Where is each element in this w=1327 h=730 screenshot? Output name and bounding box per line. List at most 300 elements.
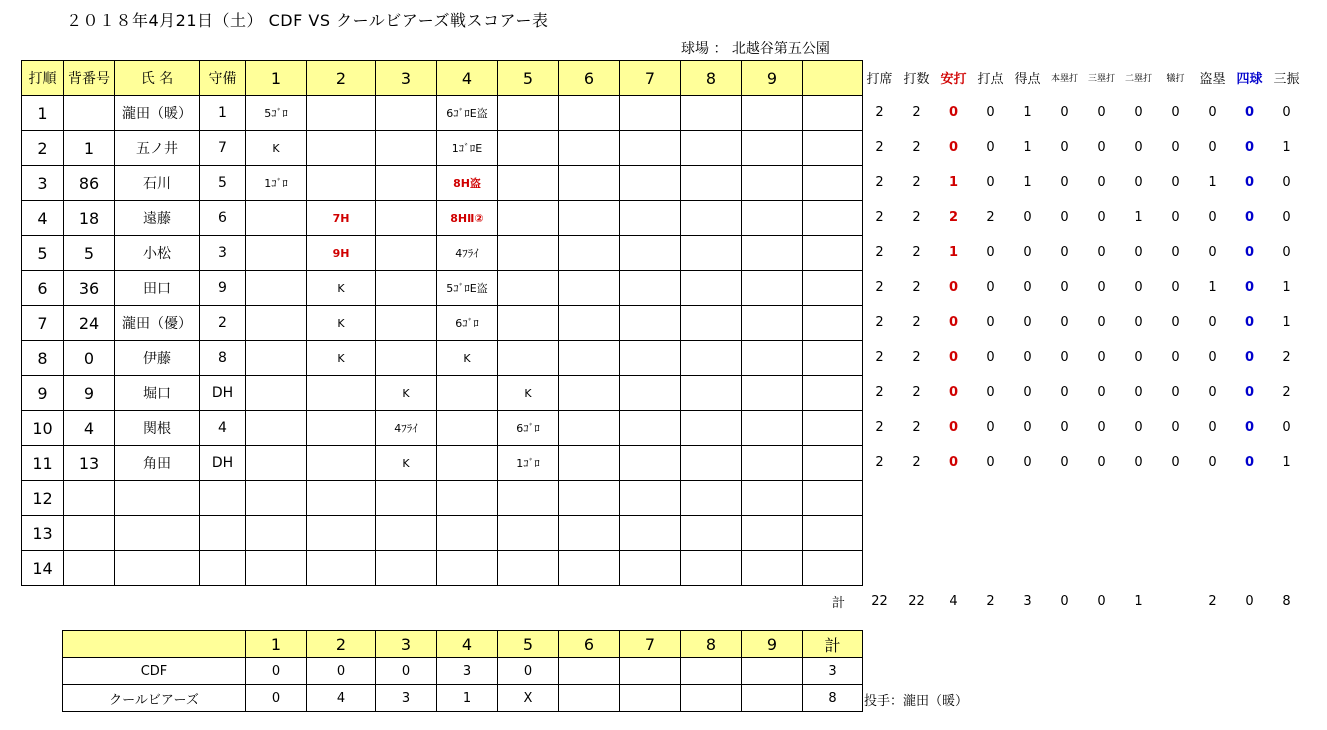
at-bat-cell (681, 446, 742, 481)
at-bat-cell (376, 236, 437, 271)
inning-runs-cell: 0 (498, 658, 559, 685)
batting-order-cell: 3 (22, 166, 64, 201)
stats-header-cell: 四球 (1236, 72, 1263, 87)
stats-cell: 0 (1282, 245, 1291, 260)
batter-row (22, 376, 863, 411)
at-bat-cell: K (376, 446, 437, 481)
batter-row (22, 271, 863, 306)
at-bat-cell (498, 341, 559, 376)
scorecard-header-cell: 氏 名 (115, 61, 200, 96)
position-cell: 6 (200, 201, 246, 236)
at-bat-cell: 1ｺﾞﾛ (246, 166, 307, 201)
at-bat-cell (742, 411, 803, 446)
player-name-cell: 瀧田（優） (115, 306, 200, 341)
stats-cell: 0 (1134, 315, 1143, 330)
stats-cell: 0 (1060, 105, 1069, 120)
batter-row (22, 341, 863, 376)
batter-row (22, 306, 863, 341)
stats-cell: 2 (875, 455, 884, 470)
at-bat-cell (307, 446, 376, 481)
linescore-header-cell: 2 (307, 631, 376, 658)
at-bat-cell: 4ﾌﾗｲ (376, 411, 437, 446)
at-bat-cell (559, 236, 620, 271)
stats-header-cell: 本塁打 (1050, 74, 1078, 84)
stats-cell: 0 (986, 350, 995, 365)
at-bat-cell: K (307, 271, 376, 306)
at-bat-cell: 6ｺﾞﾛ (498, 411, 559, 446)
stats-cell: 0 (1134, 385, 1143, 400)
stats-cell: 0 (1060, 140, 1069, 155)
at-bat-cell (620, 516, 681, 551)
at-bat-cell (559, 411, 620, 446)
stats-cell: 0 (1060, 210, 1069, 225)
stats-cell: 0 (1171, 140, 1180, 155)
at-bat-cell (246, 201, 307, 236)
totals-cell: 2 (986, 593, 995, 609)
at-bat-cell (498, 481, 559, 516)
stats-cell: 0 (1134, 245, 1143, 260)
at-bat-cell (498, 306, 559, 341)
stats-cell: 2 (912, 420, 921, 435)
at-bat-cell (559, 166, 620, 201)
scorecard-header-cell: 9 (742, 61, 803, 96)
stats-cell: 0 (1171, 385, 1180, 400)
inning-runs-cell: 3 (376, 685, 437, 712)
scorecard-header-cell: 5 (498, 61, 559, 96)
uniform-number-cell: 36 (64, 271, 115, 306)
at-bat-cell (681, 236, 742, 271)
totals-cell: 22 (871, 593, 888, 609)
stats-cell: 0 (1060, 315, 1069, 330)
batting-order-cell: 8 (22, 341, 64, 376)
at-bat-cell (559, 131, 620, 166)
linescore-header-cell: 6 (559, 631, 620, 658)
at-bat-cell (681, 96, 742, 131)
player-name-cell: 遠藤 (115, 201, 200, 236)
at-bat-cell (246, 306, 307, 341)
totals-cell: 0 (1245, 593, 1254, 609)
linescore-header-cell: 1 (246, 631, 307, 658)
batting-scorecard (21, 60, 863, 586)
stats-cell: 0 (1060, 175, 1069, 190)
player-name-cell (115, 481, 200, 516)
inning-runs-cell (620, 658, 681, 685)
position-cell (200, 551, 246, 586)
at-bat-cell (620, 446, 681, 481)
at-bat-cell (246, 446, 307, 481)
stats-cell: 2 (912, 175, 921, 190)
batting-order-cell: 2 (22, 131, 64, 166)
batting-order-cell: 11 (22, 446, 64, 481)
batter-row (22, 96, 863, 131)
uniform-number-cell (64, 551, 115, 586)
linescore-header-cell (63, 631, 246, 658)
uniform-number-cell: 4 (64, 411, 115, 446)
stats-cell: 2 (912, 455, 921, 470)
inning-runs-cell (559, 685, 620, 712)
inning-runs-cell: X (498, 685, 559, 712)
stats-cell: 2 (875, 105, 884, 120)
uniform-number-cell (64, 516, 115, 551)
stats-cell: 0 (1244, 455, 1255, 470)
batting-order-cell: 7 (22, 306, 64, 341)
stats-cell: 0 (1244, 105, 1255, 120)
at-bat-cell (307, 481, 376, 516)
stats-row (861, 235, 1305, 270)
at-bat-cell (681, 481, 742, 516)
at-bat-cell (620, 201, 681, 236)
stats-cell: 0 (948, 280, 959, 295)
at-bat-cell (803, 96, 863, 131)
scorecard-header-cell: 守備 (200, 61, 246, 96)
batter-row (22, 446, 863, 481)
stats-cell: 0 (1282, 420, 1291, 435)
at-bat-cell (742, 516, 803, 551)
at-bat-cell (742, 201, 803, 236)
uniform-number-cell: 13 (64, 446, 115, 481)
stats-cell: 0 (1134, 420, 1143, 435)
scorecard-header-row (22, 61, 863, 96)
stats-cell: 2 (875, 140, 884, 155)
stats-cell: 0 (1171, 280, 1180, 295)
stats-row (861, 410, 1305, 445)
linescore-header-row (63, 631, 863, 658)
stats-cell: 2 (912, 280, 921, 295)
at-bat-cell (559, 271, 620, 306)
stats-cell: 0 (1282, 210, 1291, 225)
stats-cell: 0 (1134, 105, 1143, 120)
batting-order-cell: 10 (22, 411, 64, 446)
stats-cell: 2 (875, 175, 884, 190)
stats-header-cell: 得点 (1014, 72, 1041, 87)
at-bat-cell (437, 481, 498, 516)
totals-row (816, 585, 1305, 617)
at-bat-cell (498, 516, 559, 551)
at-bat-cell (559, 516, 620, 551)
stats-header-row (861, 60, 1305, 95)
at-bat-cell (803, 306, 863, 341)
stats-cell: 0 (1060, 350, 1069, 365)
stats-cell: 0 (1097, 140, 1106, 155)
batter-row (22, 411, 863, 446)
stats-cell: 1 (948, 245, 959, 260)
at-bat-cell (620, 481, 681, 516)
uniform-number-cell (64, 481, 115, 516)
position-cell: 9 (200, 271, 246, 306)
stats-cell: 1 (1023, 175, 1032, 190)
at-bat-cell (559, 96, 620, 131)
stats-cell: 0 (1097, 105, 1106, 120)
at-bat-cell (742, 166, 803, 201)
at-bat-cell (437, 516, 498, 551)
stats-cell: 2 (986, 210, 995, 225)
stats-cell: 0 (948, 140, 959, 155)
at-bat-cell (681, 166, 742, 201)
at-bat-cell (681, 551, 742, 586)
at-bat-cell (376, 481, 437, 516)
stats-cell: 0 (948, 455, 959, 470)
at-bat-cell (498, 551, 559, 586)
stats-cell: 0 (1060, 420, 1069, 435)
stats-cell: 0 (1171, 350, 1180, 365)
linescore-header-cell: 計 (803, 631, 863, 658)
stats-cell: 0 (1097, 280, 1106, 295)
at-bat-cell (620, 96, 681, 131)
inning-runs-cell: 0 (246, 685, 307, 712)
stats-cell: 0 (948, 420, 959, 435)
stats-cell: 0 (1208, 210, 1217, 225)
totals-cell: 2 (1208, 593, 1217, 609)
at-bat-cell (559, 376, 620, 411)
scorecard-header-cell: 4 (437, 61, 498, 96)
stats-cell: 0 (1244, 315, 1255, 330)
stats-cell: 0 (1208, 455, 1217, 470)
inning-runs-cell: 4 (307, 685, 376, 712)
stats-cell: 2 (1282, 350, 1291, 365)
stats-cell: 0 (1171, 105, 1180, 120)
stats-cell: 0 (1023, 315, 1032, 330)
at-bat-cell (376, 131, 437, 166)
stats-cell: 1 (1208, 280, 1217, 295)
stats-cell: 0 (1208, 350, 1217, 365)
at-bat-cell: K (307, 341, 376, 376)
player-name-cell: 関根 (115, 411, 200, 446)
at-bat-cell (307, 411, 376, 446)
stats-cell: 0 (986, 105, 995, 120)
batting-order-cell: 5 (22, 236, 64, 271)
batting-stats-table (861, 60, 1305, 480)
team-name-cell: CDF (63, 658, 246, 685)
at-bat-cell (246, 341, 307, 376)
at-bat-cell: 5ｺﾞﾛ (246, 96, 307, 131)
stats-cell: 0 (1097, 175, 1106, 190)
at-bat-cell: 8H盗 (437, 166, 498, 201)
stats-cell: 0 (1282, 105, 1291, 120)
totals-cell: 1 (1134, 593, 1143, 609)
stats-cell: 1 (1282, 140, 1291, 155)
player-name-cell: 角田 (115, 446, 200, 481)
stats-header-cell: 二塁打 (1124, 74, 1152, 84)
batter-row (22, 131, 863, 166)
batting-order-cell: 12 (22, 481, 64, 516)
batting-order-cell: 9 (22, 376, 64, 411)
batting-order-cell: 6 (22, 271, 64, 306)
scorecard-header-cell: 7 (620, 61, 681, 96)
at-bat-cell: 8HⅡ② (437, 201, 498, 236)
stats-cell: 0 (1244, 385, 1255, 400)
stats-cell: 2 (1282, 385, 1291, 400)
at-bat-cell (620, 236, 681, 271)
at-bat-cell (742, 271, 803, 306)
at-bat-cell (803, 446, 863, 481)
stats-cell: 0 (1244, 245, 1255, 260)
position-cell: DH (200, 376, 246, 411)
stats-cell: 2 (875, 210, 884, 225)
stats-cell: 1 (1023, 105, 1032, 120)
stats-cell: 0 (1097, 455, 1106, 470)
stats-cell: 0 (1097, 245, 1106, 260)
at-bat-cell (376, 166, 437, 201)
linescore-header-cell: 7 (620, 631, 681, 658)
at-bat-cell (742, 306, 803, 341)
at-bat-cell (681, 516, 742, 551)
at-bat-cell: 9H (307, 236, 376, 271)
at-bat-cell (246, 551, 307, 586)
stats-cell: 2 (912, 105, 921, 120)
stats-cell: 0 (948, 385, 959, 400)
batter-row (22, 481, 863, 516)
stats-cell: 0 (1060, 280, 1069, 295)
position-cell: 3 (200, 236, 246, 271)
stats-row (861, 270, 1305, 305)
stats-cell: 0 (1023, 245, 1032, 260)
at-bat-cell (803, 166, 863, 201)
stats-header-cell: 打点 (977, 72, 1004, 87)
pitcher-label: 投手：瀧田（暖） (864, 694, 969, 709)
stats-cell: 2 (875, 420, 884, 435)
at-bat-cell (742, 446, 803, 481)
uniform-number-cell: 24 (64, 306, 115, 341)
linescore-header-cell: 3 (376, 631, 437, 658)
batting-order-cell: 1 (22, 96, 64, 131)
stats-cell: 2 (875, 245, 884, 260)
batter-row (22, 201, 863, 236)
inning-runs-cell (681, 685, 742, 712)
stats-cell: 0 (1097, 385, 1106, 400)
at-bat-cell: K (498, 376, 559, 411)
at-bat-cell: 1ｺﾞﾛ (498, 446, 559, 481)
stats-row (861, 375, 1305, 410)
position-cell: 4 (200, 411, 246, 446)
scorecard-header-cell: 背番号 (64, 61, 115, 96)
batting-order-cell: 14 (22, 551, 64, 586)
stats-cell: 0 (1134, 175, 1143, 190)
stats-cell: 0 (1097, 315, 1106, 330)
uniform-number-cell: 5 (64, 236, 115, 271)
at-bat-cell: K (376, 376, 437, 411)
stats-row (861, 95, 1305, 130)
at-bat-cell (307, 131, 376, 166)
stats-row (861, 200, 1305, 235)
stats-cell: 0 (1023, 385, 1032, 400)
at-bat-cell (307, 166, 376, 201)
at-bat-cell (246, 516, 307, 551)
uniform-number-cell: 0 (64, 341, 115, 376)
player-name-cell: 小松 (115, 236, 200, 271)
at-bat-cell (376, 551, 437, 586)
at-bat-cell (803, 411, 863, 446)
stats-header-cell: 打数 (903, 72, 930, 87)
at-bat-cell (620, 551, 681, 586)
stats-cell: 0 (986, 280, 995, 295)
player-name-cell: 伊藤 (115, 341, 200, 376)
at-bat-cell (376, 96, 437, 131)
stats-cell: 0 (1208, 315, 1217, 330)
at-bat-cell (559, 201, 620, 236)
at-bat-cell (620, 411, 681, 446)
at-bat-cell: 1ｺﾞﾛE (437, 131, 498, 166)
stats-cell: 0 (1134, 140, 1143, 155)
at-bat-cell (620, 131, 681, 166)
at-bat-cell (681, 131, 742, 166)
team-row (63, 658, 863, 685)
stats-cell: 2 (912, 245, 921, 260)
stats-cell: 0 (986, 385, 995, 400)
batter-row (22, 236, 863, 271)
stats-cell: 0 (1244, 350, 1255, 365)
at-bat-cell (376, 271, 437, 306)
linescore-header-cell: 4 (437, 631, 498, 658)
stats-cell: 0 (1171, 420, 1180, 435)
at-bat-cell (803, 481, 863, 516)
stats-cell: 1 (1023, 140, 1032, 155)
linescore-header-cell: 9 (742, 631, 803, 658)
at-bat-cell (620, 271, 681, 306)
stats-cell: 1 (948, 175, 959, 190)
stats-cell: 0 (1208, 385, 1217, 400)
at-bat-cell: 5ｺﾞﾛE盗 (437, 271, 498, 306)
position-cell: 7 (200, 131, 246, 166)
stats-header-cell: 打席 (866, 72, 893, 87)
totals-cell: 22 (908, 593, 925, 609)
stats-cell: 0 (948, 105, 959, 120)
inning-runs-cell: 3 (803, 658, 863, 685)
inning-runs-cell: 1 (437, 685, 498, 712)
scorecard-header-cell: 3 (376, 61, 437, 96)
at-bat-cell: 6ｺﾞﾛ (437, 306, 498, 341)
stats-cell: 0 (1060, 385, 1069, 400)
stats-cell: 1 (1208, 175, 1217, 190)
stats-cell: 0 (1244, 420, 1255, 435)
scorecard-header-cell: 打順 (22, 61, 64, 96)
at-bat-cell (681, 411, 742, 446)
linescore-header-cell: 8 (681, 631, 742, 658)
at-bat-cell (681, 376, 742, 411)
inning-runs-cell: 0 (307, 658, 376, 685)
at-bat-cell (681, 201, 742, 236)
stats-cell: 1 (1134, 210, 1143, 225)
batting-order-cell: 4 (22, 201, 64, 236)
at-bat-cell (437, 551, 498, 586)
at-bat-cell (246, 376, 307, 411)
stats-cell: 2 (912, 350, 921, 365)
at-bat-cell: K (307, 306, 376, 341)
inning-runs-cell: 0 (376, 658, 437, 685)
stats-cell: 0 (1171, 175, 1180, 190)
at-bat-cell (803, 341, 863, 376)
totals-cell: 0 (1060, 593, 1069, 609)
stats-cell: 0 (1208, 140, 1217, 155)
stats-cell: 0 (1244, 140, 1255, 155)
stats-cell: 0 (1134, 455, 1143, 470)
uniform-number-cell (64, 96, 115, 131)
stats-cell: 2 (912, 315, 921, 330)
at-bat-cell (742, 96, 803, 131)
at-bat-cell (376, 341, 437, 376)
inning-runs-cell (742, 658, 803, 685)
player-name-cell: 堀口 (115, 376, 200, 411)
stats-cell: 0 (1023, 420, 1032, 435)
stats-row (861, 130, 1305, 165)
at-bat-cell (246, 271, 307, 306)
linescore-table (62, 630, 863, 712)
at-bat-cell (742, 236, 803, 271)
scorecard-header-cell (803, 61, 863, 96)
stats-header-cell: 犠打 (1166, 74, 1185, 84)
player-name-cell: 田口 (115, 271, 200, 306)
stats-cell: 2 (875, 315, 884, 330)
stats-cell: 0 (1171, 245, 1180, 260)
